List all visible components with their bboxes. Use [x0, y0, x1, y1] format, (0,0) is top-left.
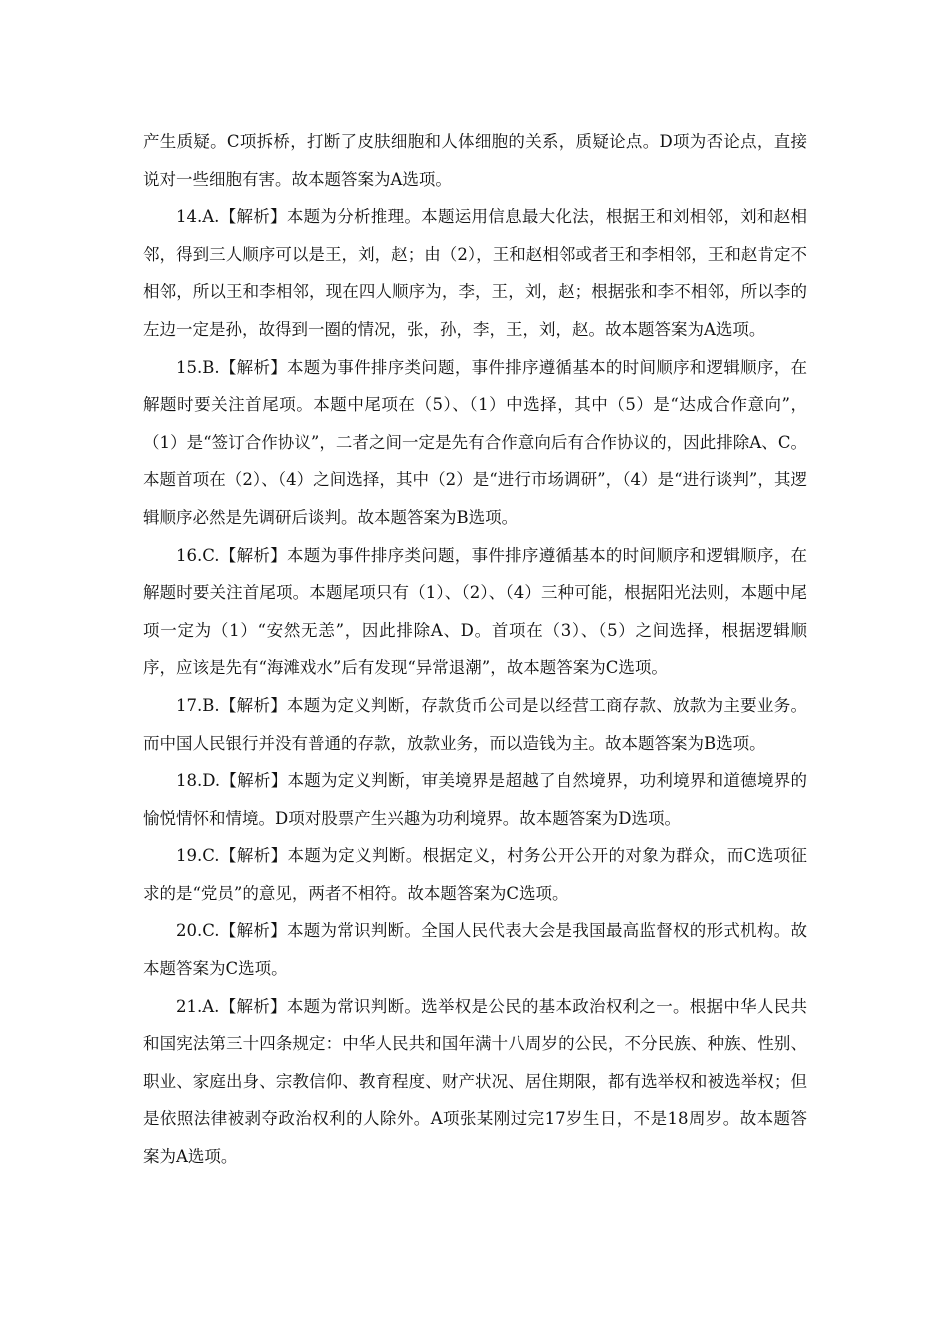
- paragraph-q16: 16.C.【解析】本题为事件排序类问题，事件排序遵循基本的时间顺序和逻辑顺序，在解题时要关注首尾项。本题尾项只有（1）、（2）、（4）三种可能，根据阳光法则，本题中尾项一定为（1）“安然无恙”，因此排除A、D。首项在（3）、（5）之间选择，根据逻辑顺序，应该是先有“海滩戏水”后有发现“异常退潮”，故本题答案为C选项。: [143, 545, 807, 678]
- paragraph-q14: 14.A.【解析】本题为分析推理。本题运用信息最大化法，根据王和刘相邻，刘和赵相邻，得到三人顺序可以是王，刘，赵；由（2），王和赵相邻或者王和李相邻，王和赵肯定不相邻，所以王和李相邻，现在四人顺序为，李，王，刘，赵；根据张和李不相邻，所以李的左边一定是孙，故得到一圈的情况，张，孙，李，王，刘，赵。故本题答案为A选项。: [143, 207, 807, 339]
- paragraph-q19: 19.C.【解析】本题为定义判断。根据定义，村务公开公开的对象为群众，而C选项征求的是“党员”的意见，两者不相符。故本题答案为C选项。: [143, 846, 807, 903]
- paragraph-q17: 17.B.【解析】本题为定义判断，存款货币公司是以经营工商存款、放款为主要业务。而中国人民银行并没有普通的存款，放款业务，而以造钱为主。故本题答案为B选项。: [143, 695, 807, 753]
- paragraph-q15: 15.B.【解析】本题为事件排序类问题，事件排序遵循基本的时间顺序和逻辑顺序，在解题时要关注首尾项。本题中尾项在（5）、（1）中选择，其中（5）是“达成合作意向”，（1）是“签订合作协议”，二者之间一定是先有合作意向后有合作协议的，因此排除A、C。本题首项在（2）、（4）之间选择，其中（2）是“进行市场调研”，（4）是“进行谈判”，其逻辑顺序必然是先调研后谈判。故本题答案为B选项。: [143, 357, 807, 527]
- paragraph-q20: 20.C.【解析】本题为常识判断。全国人民代表大会是我国最高监督权的形式机构。故本题答案为C选项。: [143, 921, 807, 979]
- paragraph-q18: 18.D.【解析】本题为定义判断，审美境界是超越了自然境界，功利境界和道德境界的愉悦情怀和情境。D项对股票产生兴趣为功利境界。故本题答案为D选项。: [143, 771, 807, 828]
- answer-explanations: [143, 123, 807, 1176]
- paragraph-13-continued: 产生质疑。C项拆桥，打断了皮肤细胞和人体细胞的关系，质疑论点。D项为否论点，直接说对一些细胞有害。故本题答案为A选项。: [143, 132, 807, 189]
- paragraph-q21: 21.A.【解析】本题为常识判断。选举权是公民的基本政治权利之一。根据中华人民共和国宪法第三十四条规定：中华人民共和国年满十八周岁的公民，不分民族、种族、性别、职业、家庭出身、宗教信仰、教育程度、财产状况、居住期限，都有选举权和被选举权；但是依照法律被剥夺政治权利的人除外。A项张某刚过完17岁生日，不是18周岁。故本题答案为A选项。: [143, 996, 807, 1167]
